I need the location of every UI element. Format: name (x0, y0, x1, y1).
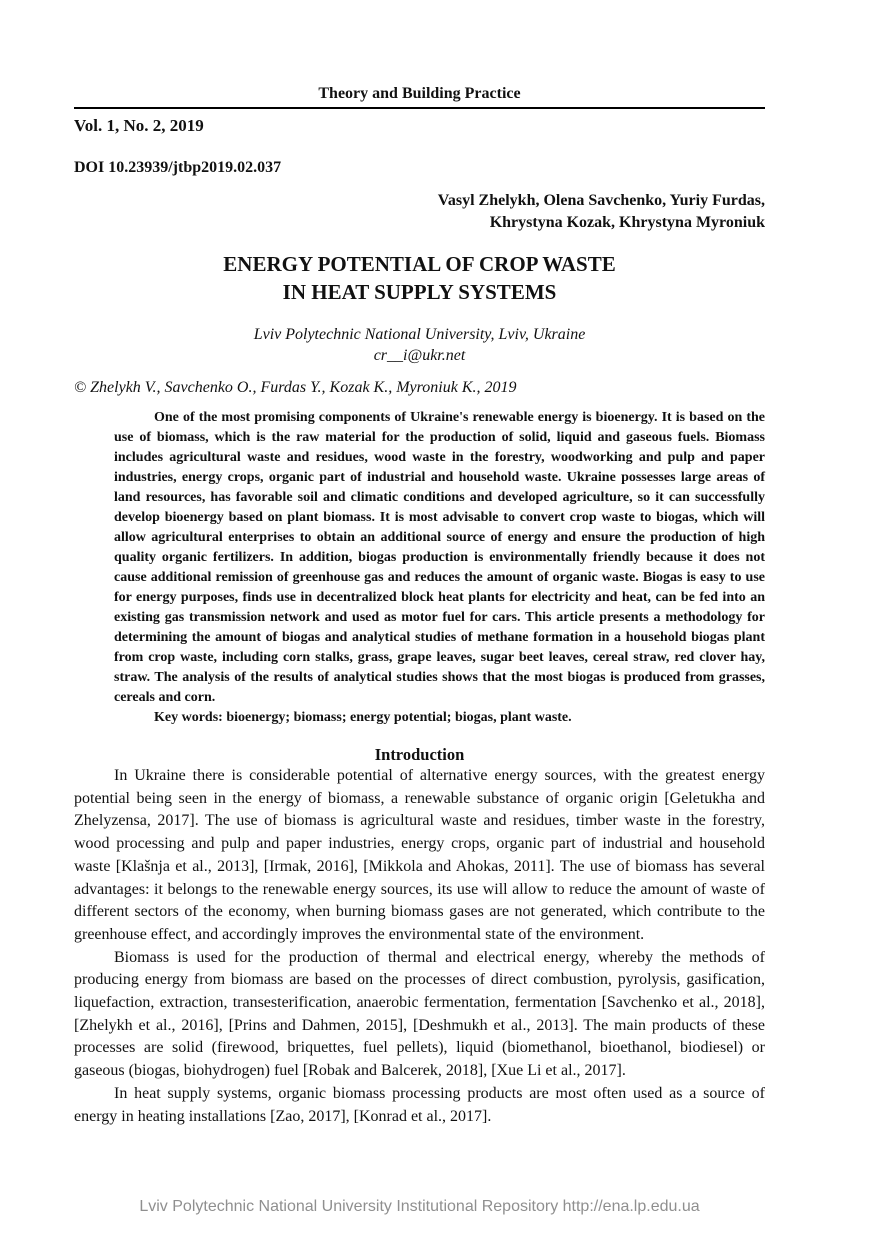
authors-line-2: Khrystyna Kozak, Khrystyna Myroniuk (489, 214, 765, 231)
repository-footer: Lviv Polytechnic National University Institutional Repository http://ena.lp.edu.ua (139, 1198, 700, 1215)
introduction-paragraph-3: In heat supply systems, organic biomass processing products are most often used as a source of energy in heating installations [Zao, 2017], [Konrad et al., 2017]. (74, 1084, 765, 1125)
affiliation: Lviv Polytechnic National University, Lviv, Ukraine (253, 326, 586, 343)
article-title (74, 250, 765, 306)
section-heading-introduction: Introduction (374, 745, 465, 764)
doi-line: DOI 10.23939/jtbp2019.02.037 (74, 159, 282, 176)
introduction-paragraph-2: Biomass is used for the production of thermal and electrical energy, whereby the methods of producing energy from biomass are based on the processes of direct combustion, pyrolysis, gasification, liquefaction, extraction, transesterification, anaerobic fermentation, fermentation [Savchenko et al., 2018], [Zhelykh et al., 2016], [Prins and Dahmen, 2015], [Deshmukh et al., 2013]. The main products of these processes are solid (firewood, briquettes, fuel pellets), liquid (biomethanol, bioethanol, biodiesel) or gaseous (biogas, biohydrogen) fuel [Robak and Balcerek, 2018], [Xue Li et al., 2017]. (74, 948, 765, 1080)
article-title-line-2: IN HEAT SUPPLY SYSTEMS (282, 280, 557, 304)
contact-email: cr__i@ukr.net (373, 347, 466, 364)
abstract-text: One of the most promising components of Ukraine's renewable energy is bioenergy. It is based on the use of biomass, which is the raw material for the production of solid, liquid and gaseous fuels. Biomass includes agricultural waste and residues, wood waste in the forestry, woodworking and pulp and paper industries, energy crops, organic part of industrial and household waste. Ukraine possesses large areas of land resources, has favorable soil and climatic conditions and developed agriculture, so it can successfully develop bioenergy based on plant biomass. It is most advisable to convert crop waste to biogas, which will allow agricultural enterprises to obtain an additional source of energy and ensure the production of high quality organic fertilizers. In addition, biogas production is environmentally friendly because it does not cause additional remission of greenhouse gas and reduces the amount of organic waste. Biogas is easy to use for energy purposes, finds use in decentralized block heat plants for electricity and heat, can be fed into an existing gas transmission network and used as motor fuel for cars. This article presents a methodology for determining the amount of biogas and analytical studies of methane formation in a household biogas plant from crop waste, including corn stalks, grass, grape leaves, sugar beet leaves, cereal straw, red clover hay, straw. The analysis of the results of analytical studies shows that the most biogas is produced from grasses, cereals and corn. (114, 410, 765, 705)
authors-block (74, 190, 765, 234)
article-title-line-1: ENERGY POTENTIAL OF CROP WASTE (223, 252, 616, 276)
volume-issue-line: Vol. 1, No. 2, 2019 (74, 116, 204, 135)
introduction-paragraph-1: In Ukraine there is considerable potential of alternative energy sources, with the greatest energy potential being seen in the energy of biomass, a renewable substance of organic origin [Geletukha and Zhelyzensa, 2017]. The use of biomass is agricultural waste and residues, timber waste in the forestry, wood processing and pulp and paper industries, energy crops, organic part of industrial and household waste [Klašnja et al., 2013], [Irmak, 2016], [Mikkola and Ahokas, 2011]. The use of biomass has several advantages: it belongs to the renewable energy sources, its use will allow to reduce the amount of waste of different sectors of the economy, when burning biomass gases are not generated, which contribute to the greenhouse effect, and accordingly improves the environmental state of the environment. (74, 767, 765, 943)
copyright-line: © Zhelykh V., Savchenko O., Furdas Y., Kozak K., Myroniuk K., 2019 (74, 379, 517, 396)
keywords-line: Key words: bioenergy; biomass; energy potential; biogas, plant waste. (154, 710, 572, 725)
abstract-block (114, 408, 765, 728)
page-content (74, 0, 765, 1128)
introduction-body (74, 765, 765, 1128)
authors-line-1: Vasyl Zhelykh, Olena Savchenko, Yuriy Furdas, (437, 192, 765, 209)
journal-title: Theory and Building Practice (74, 84, 765, 109)
